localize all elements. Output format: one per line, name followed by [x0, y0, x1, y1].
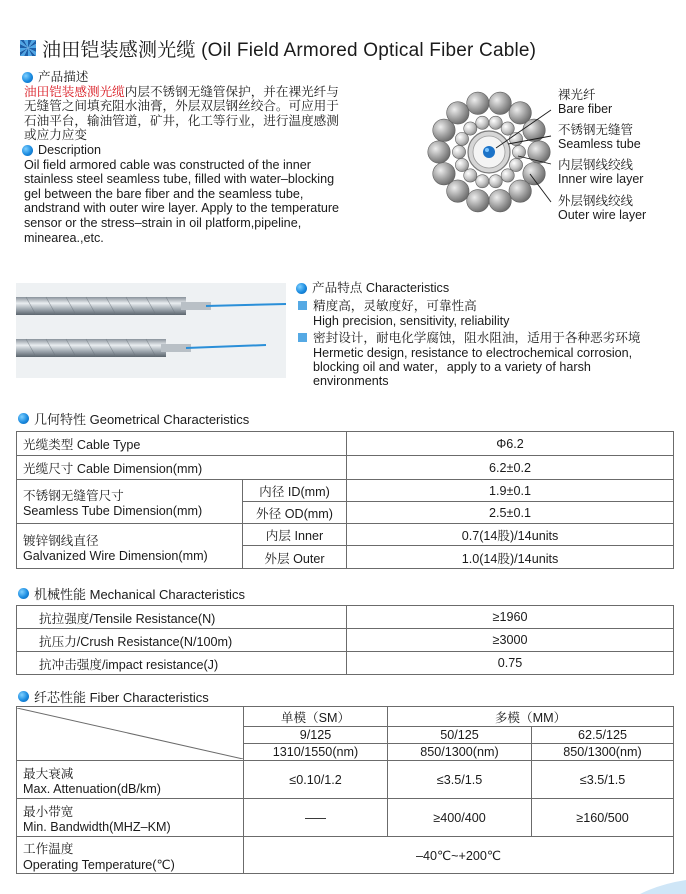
inner-wire-strand	[476, 175, 489, 188]
inner-wire-strand	[455, 158, 468, 171]
page-title: 油田铠装感测光缆 (Oil Field Armored Optical Fiber Cable)	[42, 39, 537, 61]
table-row: 单模（SM） 多模（MM）	[17, 707, 674, 727]
outer-wire-strand	[467, 92, 489, 114]
inner-wire-layer-label: 内层钢线绞线 Inner wire layer	[558, 158, 644, 186]
description-en-text: Oil field armored cable was constructed of the inner stainless steel seamless tube, filled with water–blocking gel between the bare fiber and the seamless tube, andstrand with outer wire layer. Apply to the temperature sensor or the stress–strain in oil platform,pipeline, minearea.,etc.	[24, 157, 340, 245]
asterisk-logo-icon	[18, 38, 38, 58]
bullet-dot-icon	[18, 588, 29, 599]
bullet-dot-icon	[18, 691, 29, 702]
cable-product-photo	[16, 283, 286, 378]
feature-item: 精度高，灵敏度好，可靠性高 High precision, sensitivity, reliability	[296, 299, 681, 328]
square-bullet-icon	[298, 301, 307, 310]
inner-wire-strand	[452, 145, 465, 158]
inner-wire-strand	[501, 169, 514, 182]
bullet-dot-icon	[18, 413, 29, 424]
product-description	[22, 70, 417, 245]
table-row: 光缆尺寸 Cable Dimension(mm) 6.2±0.2	[17, 456, 674, 480]
diagonal-line	[17, 708, 243, 759]
wire-dimension-label: 镀锌钢线直径 Galvanized Wire Dimension(mm)	[17, 524, 243, 569]
outer-wire-strand	[509, 180, 531, 202]
fiber-heading: 纤芯性能 Fiber Characteristics	[18, 687, 209, 706]
outer-wire-strand	[528, 141, 550, 163]
geometry-table	[16, 431, 674, 569]
fiber-table	[16, 706, 674, 874]
table-row: 最小带宽 Min. Bandwidth(MHZ–KM) ––– ≥400/400 ≥160/500	[17, 799, 674, 837]
page-title-bar	[18, 36, 668, 60]
bullet-dot-icon	[296, 283, 307, 294]
tube-dimension-label: 不锈钢无缝管尺寸 Seamless Tube Dimension(mm)	[17, 480, 243, 524]
diagonal-header-cell	[17, 707, 244, 761]
inner-wire-strand	[489, 175, 502, 188]
outer-wire-strand	[447, 102, 469, 124]
square-bullet-icon	[298, 333, 307, 342]
bullet-dot-icon	[22, 72, 33, 83]
outer-wire-strand	[467, 190, 489, 212]
mechanical-heading: 机械性能 Mechanical Characteristics	[18, 584, 245, 603]
description-cn-text: 油田铠装感测光缆内层不锈钢无缝管保护，并在裸光纤与 无缝管之间填充阻水油膏，外层双层钢丝绞合。可应用于 石油平台，输油管道，矿井，化工等行业，进行温度感测 或应力应变	[24, 84, 339, 143]
page-corner-swoosh	[640, 880, 686, 894]
table-row: 抗冲击强度/impact resistance(J) 0.75	[17, 652, 674, 675]
table-row: 外层 Outer 1.0(14股)/14units	[17, 546, 674, 569]
product-name-highlight: 油田铠装感测光缆	[24, 84, 125, 99]
table-row: 不锈钢无缝管尺寸 Seamless Tube Dimension(mm) 内径 ID(mm) 1.9±0.1	[17, 480, 674, 502]
feature-item: 密封设计，耐电化学腐蚀，阻水阻油，适用于各种恶劣环境 Hermetic design, resistance to electrochemical corrosion, blocking oil and water，apply to a variety of harsh environments	[296, 331, 681, 389]
table-row: 抗拉强度/Tensile Resistance(N) ≥1960	[17, 606, 674, 629]
table-row: 1310/1550(nm) 850/1300(nm) 850/1300(nm)	[17, 744, 674, 761]
seamless-tube-label: 不锈钢无缝管 Seamless tube	[558, 123, 641, 151]
inner-wire-strand	[464, 122, 477, 135]
outer-wire-strand	[433, 162, 455, 184]
table-row: 光缆类型 Cable Type Φ6.2	[17, 432, 674, 456]
description-en-heading: Description	[22, 143, 417, 158]
cable-cross-section	[426, 86, 678, 231]
mechanical-table	[16, 605, 674, 675]
outer-wire-strand	[489, 92, 511, 114]
table-row: 抗压力/Crush Resistance(N/100m) ≥3000	[17, 629, 674, 652]
geometry-heading: 几何特性 Geometrical Characteristics	[18, 409, 249, 428]
table-row: 镀锌钢线直径 Galvanized Wire Dimension(mm) 内层 Inner 0.7(14股)/14units	[17, 524, 674, 546]
outer-wire-strand	[428, 141, 450, 163]
table-row: 9/125 50/125 62.5/125	[17, 727, 674, 744]
outer-wire-strand	[489, 190, 511, 212]
table-row: 工作温度 Operating Temperature(℃) –40℃~+200℃	[17, 837, 674, 874]
features-heading: 产品特点 Characteristics	[296, 281, 681, 295]
description-cn-heading: 产品描述	[22, 70, 417, 85]
product-features	[296, 281, 681, 392]
bare-fiber-label: 裸光纤 Bare fiber	[558, 88, 613, 116]
bandwidth-label: 最小带宽 Min. Bandwidth(MHZ–KM)	[17, 799, 244, 837]
outer-wire-layer-label: 外层钢线绞线 Outer wire layer	[558, 194, 647, 222]
bullet-dot-icon	[22, 145, 33, 156]
inner-wire-strand	[489, 116, 502, 129]
inner-wire-strand	[476, 116, 489, 129]
table-row: 外径 OD(mm) 2.5±0.1	[17, 502, 674, 524]
attenuation-label: 最大衰减 Max. Attenuation(dB/km)	[17, 761, 244, 799]
temperature-label: 工作温度 Operating Temperature(℃)	[17, 837, 244, 874]
table-row: 最大衰减 Max. Attenuation(dB/km) ≤0.10/1.2 ≤3.5/1.5 ≤3.5/1.5	[17, 761, 674, 799]
